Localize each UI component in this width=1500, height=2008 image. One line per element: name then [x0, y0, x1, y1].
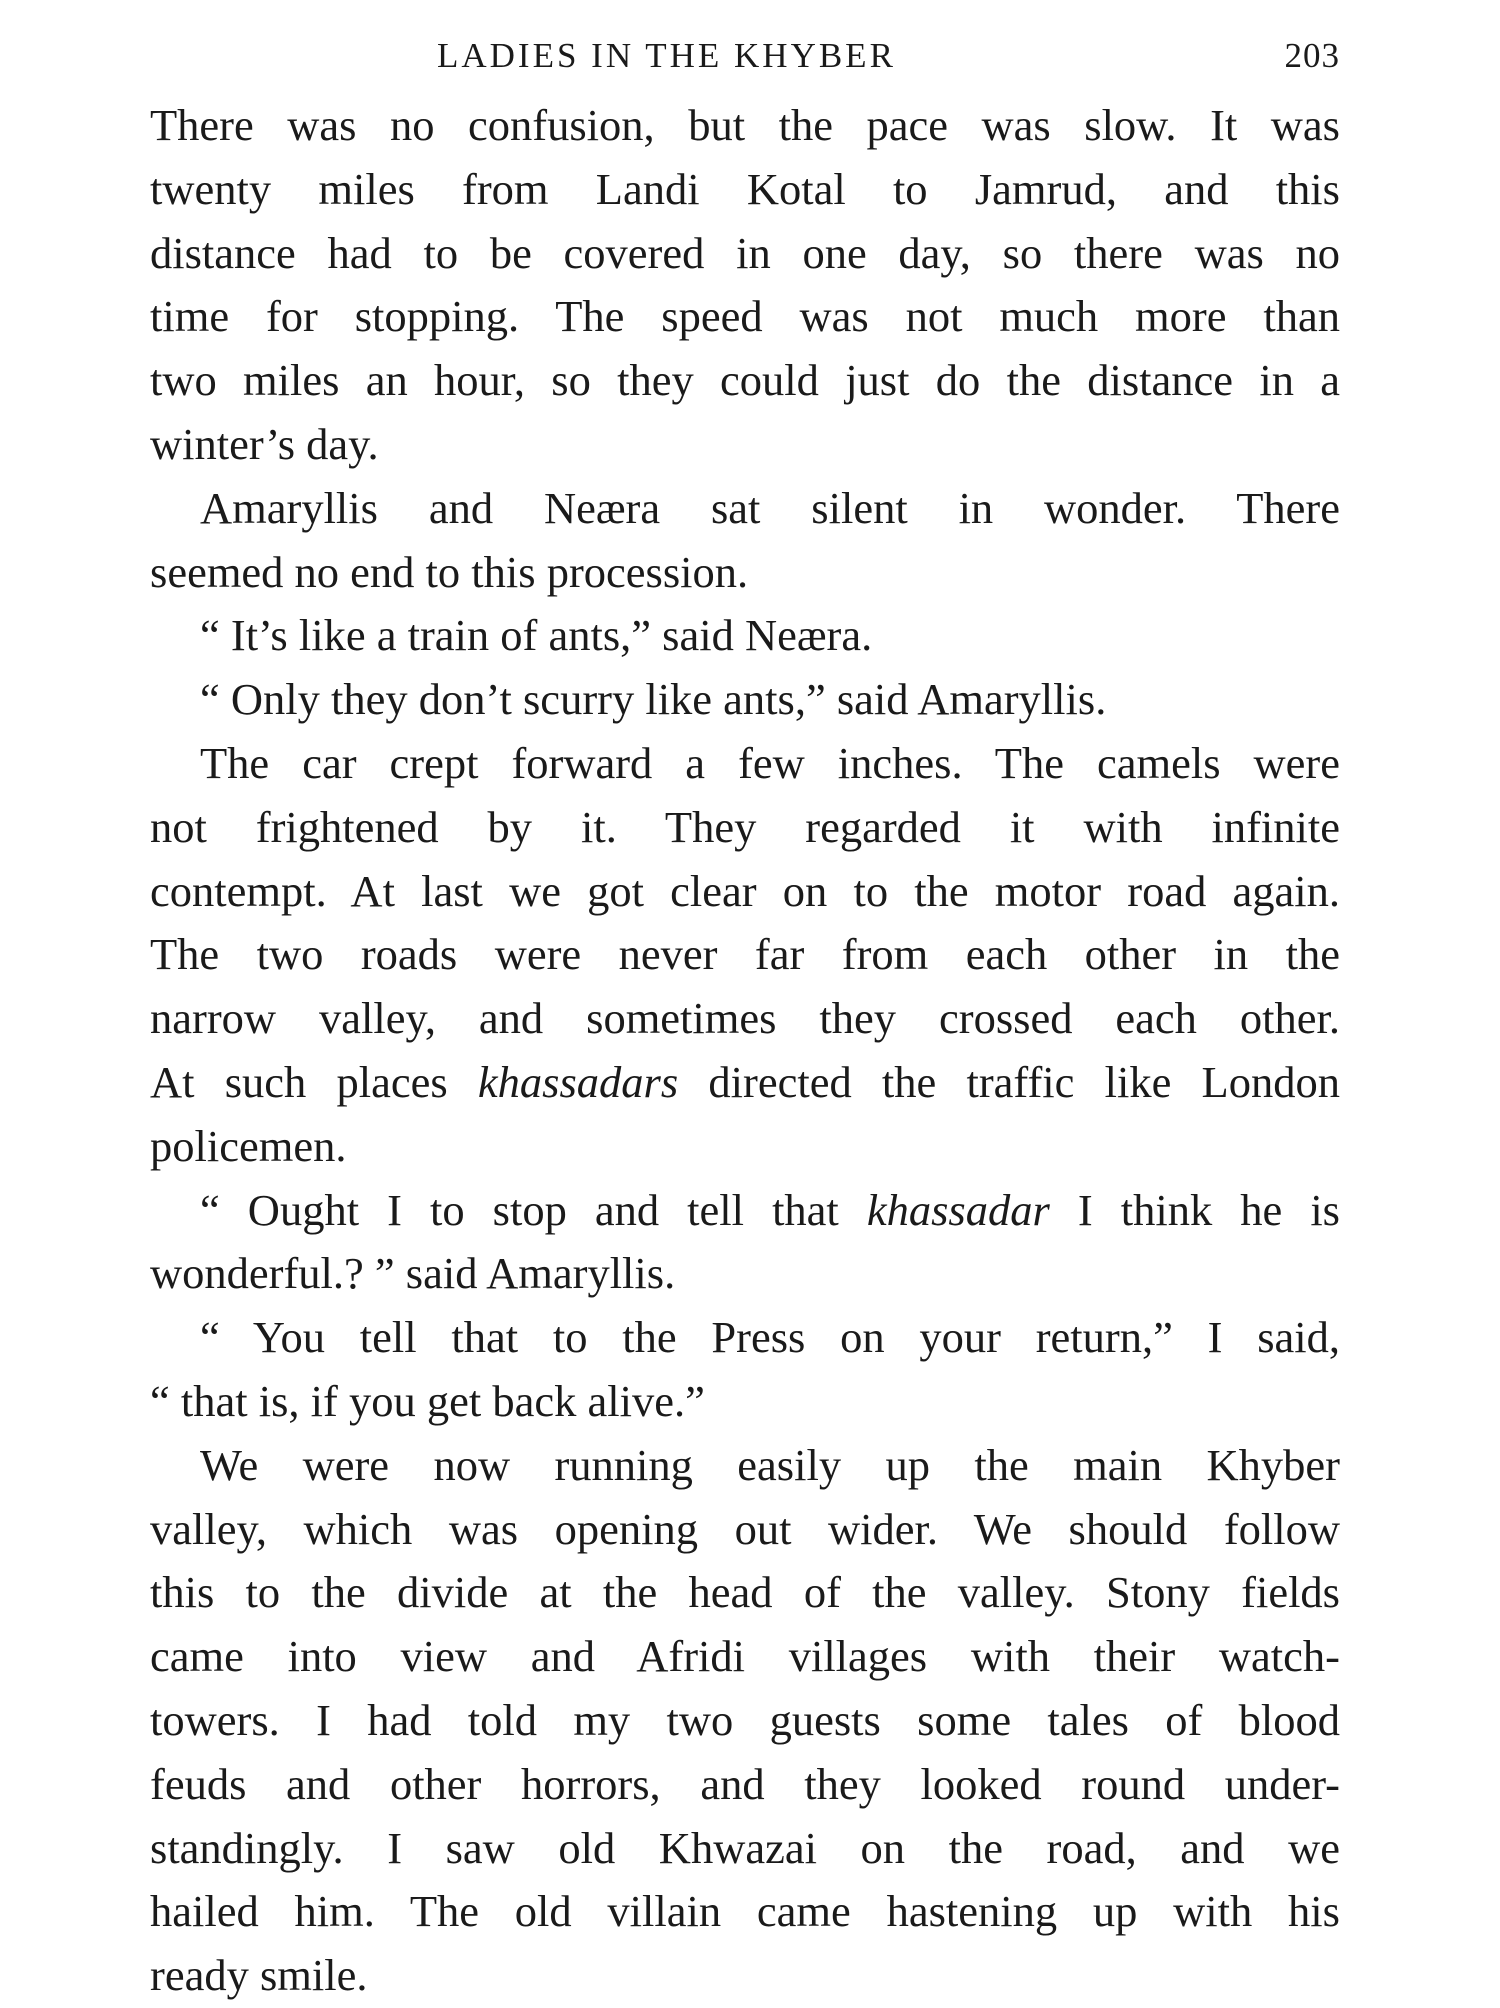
text-line: The two roads were never far from each other in the [150, 929, 1340, 980]
book-page [150, 30, 1340, 2008]
text-line: “ You tell that to the Press on your return,” I said, [200, 1312, 1340, 1363]
text-line: came into view and Afridi villages with their watch- [150, 1631, 1340, 1682]
text-line: distance had to be covered in one day, so there was no [150, 227, 1340, 278]
text-line: wonderful.? ” said Amaryllis. [150, 1248, 676, 1299]
text-line: Amaryllis and Neæra sat silent in wonder. There [200, 482, 1340, 533]
text-line: The car crept forward a few inches. The camels were [200, 737, 1340, 788]
italic-term: khassadars [477, 1056, 679, 1107]
text-line: hailed him. The old villain came hastening up with his [150, 1886, 1340, 1937]
text-line: standingly. I saw old Khwazai on the road, and we [150, 1822, 1340, 1873]
text-line: seemed no end to this procession. [150, 546, 749, 597]
text-line: not frightened by it. They regarded it with infinite [150, 801, 1340, 852]
page-number: 203 [1284, 36, 1340, 75]
text-line: contempt. At last we got clear on to the motor road again. [150, 865, 1340, 916]
text-line: “ that is, if you get back alive.” [150, 1375, 705, 1426]
text-line: twenty miles from Landi Kotal to Jamrud, and this [150, 163, 1340, 214]
running-title: LADIES IN THE KHYBER [437, 36, 896, 75]
body-text [150, 94, 1340, 2008]
text-line [150, 1179, 1340, 1243]
text-line: There was no confusion, but the pace was slow. It was [150, 100, 1340, 150]
text-line: winter’s day. [150, 418, 379, 469]
text-line: two miles an hour, so they could just do the distance in a [150, 355, 1340, 406]
text-line: feuds and other horrors, and they looked round under- [150, 1758, 1340, 1809]
text-line: valley, which was opening out wider. We should follow [150, 1503, 1340, 1554]
text-line: time for stopping. The speed was not much more than [150, 291, 1340, 342]
text-line: “ It’s like a train of ants,” said Neæra. [200, 610, 873, 661]
text-line: narrow valley, and sometimes they crossed each other. [150, 993, 1340, 1044]
text-line-end: directed the traffic like London [678, 1056, 1340, 1107]
text-line: ready smile. [150, 1950, 368, 2001]
text-line: We were now running easily up the main Khyber [200, 1439, 1340, 1490]
text-line: this to the divide at the head of the valley. Stony fields [150, 1567, 1340, 1618]
text-line [150, 1051, 1340, 1115]
text-line-end: I think he is [1049, 1184, 1340, 1235]
text-line-start: At such places [150, 1056, 478, 1107]
text-line-start: “ Ought I to stop and tell that [200, 1184, 867, 1235]
text-line: towers. I had told my two guests some tales of blood [150, 1694, 1340, 1745]
italic-term: khassadar [866, 1184, 1050, 1235]
text-line: policemen. [150, 1120, 347, 1171]
running-head [150, 30, 1340, 90]
text-line: “ Only they don’t scurry like ants,” said Amaryllis. [200, 674, 1107, 725]
